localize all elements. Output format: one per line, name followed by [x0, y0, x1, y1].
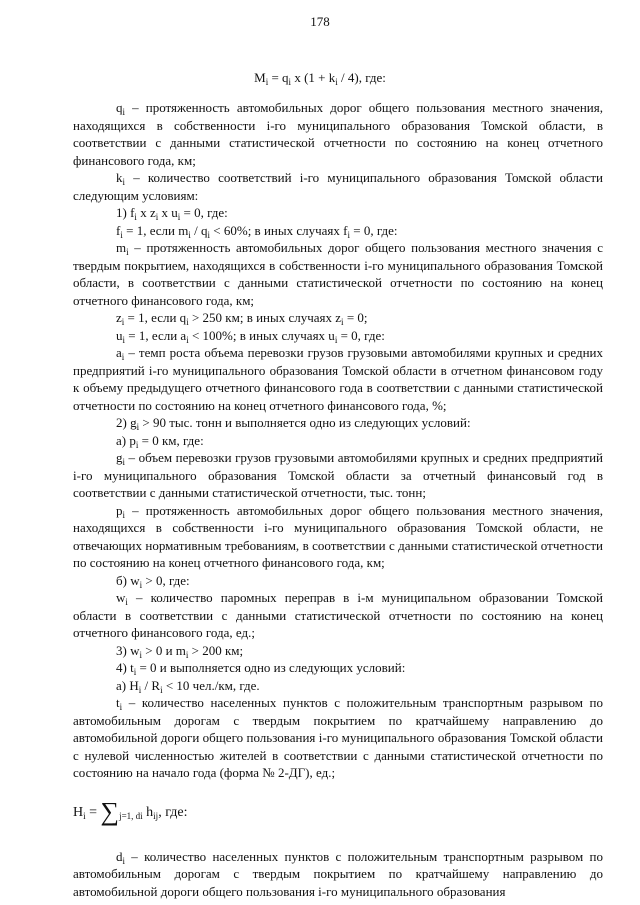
paragraph-k: $k_i$ – количество соответствий i-го муниципального образования Томской области следующим условиям:	[73, 170, 603, 203]
paragraph-m: $m_i$ – протяженность автомобильных дорог общего пользования местного значения с твердым покрытием, находящихся в собственности i-го муниципального образования Томской области, в соответствии с данными статистической отчетности по состоянию на конец отчетного финансового года, км;	[73, 240, 603, 308]
paragraph-w: $w_i$ – количество паромных переправ в i-м муниципальном образовании Томской области в соответствии с данными статистической отчетности по состоянию на конец отчетного финансового года, ед.;	[73, 590, 603, 640]
condition-2b: б) $w_i > 0$, где:	[116, 572, 190, 590]
sum-symbol: ∑	[100, 796, 120, 826]
paragraph-p: $p_i$ – протяженность автомобильных дорог общего пользования местного значения, находящихся в собственности i-го муниципального образования Томской области, не отвечающих нормативным требованиям, в соответствии с данными статистической отчетности по состоянию на конец отчетного финансового года, км;	[73, 502, 603, 570]
condition-2: 2) $g_i > 90$ тыс. тонн и выполняется одно из следующих условий:	[116, 415, 471, 432]
paragraph-a: $a_i$ – темп роста объема перевозки грузов грузовыми автомобилями крупных и средних предприятий i-го муниципального образования Томской области в отчетном финансовом году к объему предыдущего отчетного финансового года в соответствии с данными статистической отчетности по состоянию на конец отчетного финансового года, %;	[73, 345, 603, 413]
condition-1: 1) $f_i$ x $z_i$ x $u_i = 0$, где:	[116, 205, 228, 222]
page-number: 178	[310, 14, 330, 29]
paragraph-q: $q_i$ – протяженность автомобильных дорог общего пользования местного значения, находящихся в собственности i-го муниципального образования Томской области, в соответствии с данными статистической отчетности по состоянию на конец отчетного финансового года, км;	[73, 100, 603, 168]
paragraph-t: $t_i$ – количество населенных пунктов с положительным транспортным разрывом по автомобильным дорогам с твердым покрытием по кратчайшему направлению до автомобильной дороги общего пользования i-го муниципального образования Томской области с нулевой численностью жителей в соответствии с данными статистической отчетности по состоянию на начало года (форма № 2-ДГ), ед.;	[73, 695, 603, 780]
condition-4a: а) $H_i / R_i < 10$ чел./км, где.	[116, 677, 260, 695]
formula-m: $M_i = q_i$ x $(1 + k_i / 4)$, где:	[254, 70, 386, 87]
condition-2a: а) $p_i = 0$ км, где:	[116, 432, 204, 450]
condition-3: 3) $w_i > 0$ и $m_i > 200$ км;	[116, 642, 244, 660]
paragraph-z: $z_i = 1$, если $q_i > 250$ км; в иных случаях $z_i = 0$;	[116, 310, 368, 327]
formula-h: $H_i = \sum_{j=1, di}$ $h_{ij}$, где:	[73, 796, 188, 826]
paragraph-f: $f_i = 1$, если $m_i / q_i < 60\%$; в иных случаях $f_i = 0$, где:	[116, 222, 398, 240]
paragraph-d: $d_i$ – количество населенных пунктов с положительным транспортным разрывом по автомобильным дорогам с твердым покрытием по кратчайшему направлению до автомобильной дороги общего пользования i-го муниципального образования	[73, 848, 603, 899]
paragraph-g: $g_i$ – объем перевозки грузов грузовыми автомобилями крупных и средних предприятий i-го муниципального образования Томской области за отчетный финансовый год в соответствии с данными статистической отчетности, тыс. тонн;	[73, 450, 603, 500]
document-body	[73, 93, 603, 900]
paragraph-u: $u_i = 1$, если $a_i < 100\%$; в иных случаях $u_i = 0$, где:	[116, 327, 385, 345]
condition-4: 4) $t_i = 0$ и выполняется одно из следующих условий:	[116, 660, 406, 677]
